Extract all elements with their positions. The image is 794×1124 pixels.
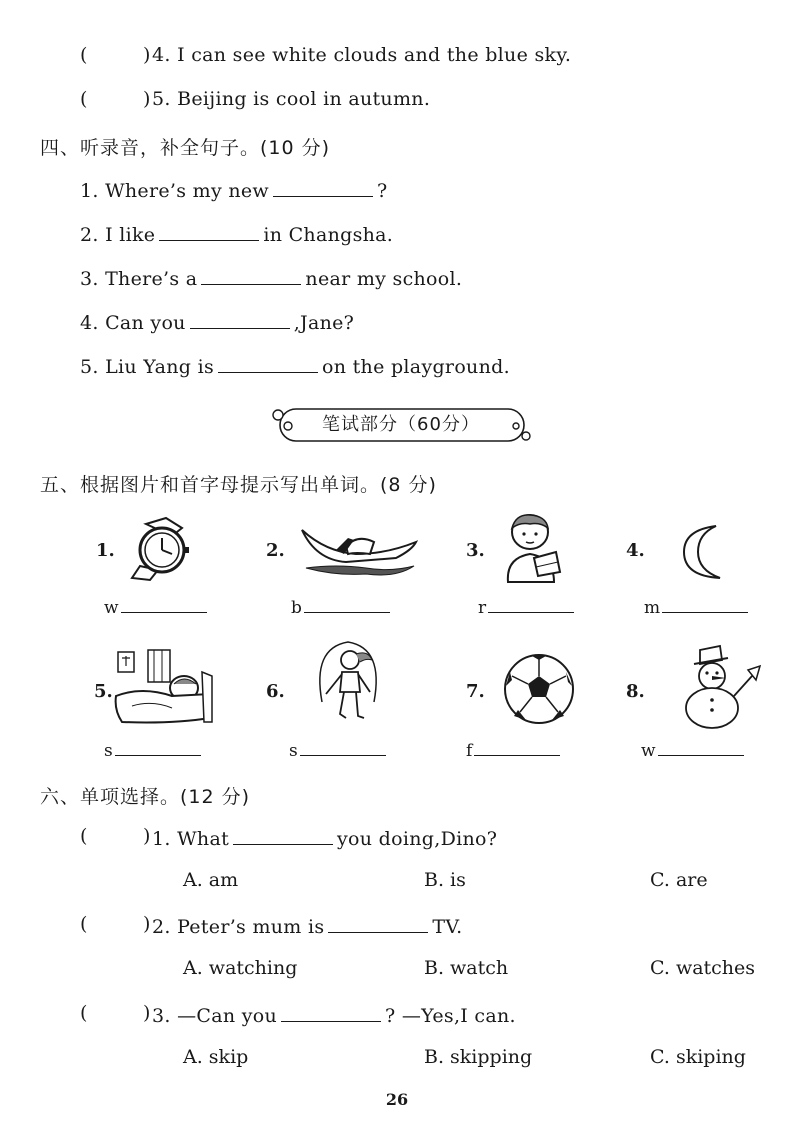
word-answer-4[interactable]: m: [644, 598, 748, 618]
snowman-icon: [670, 640, 762, 730]
option-c[interactable]: C. skiping: [650, 1046, 746, 1068]
fill-sentence-3: 3. There’s a near my school.: [80, 265, 462, 290]
word-answer-5[interactable]: s: [104, 741, 201, 761]
fill-sentence-1: 1. Where’s my new ?: [80, 177, 387, 202]
section-5-title: 五、根据图片和首字母提示写出单词。(8 分): [40, 474, 437, 496]
answer-bracket-close: ): [143, 913, 151, 935]
answer-bracket-open: (: [80, 44, 88, 66]
blank-line: [281, 1002, 381, 1022]
option-a[interactable]: A. watching: [183, 957, 298, 979]
answer-bracket-close: ): [143, 1002, 151, 1024]
blank-line: [328, 913, 428, 933]
picture-number: 1.: [96, 540, 115, 561]
picture-number: 4.: [626, 540, 645, 561]
option-a[interactable]: A. am: [183, 869, 239, 891]
picture-number: 3.: [466, 540, 485, 561]
answer-bracket-close: ): [143, 44, 151, 66]
question-3: 3. —Can you ? —Yes,I can.: [152, 1002, 516, 1027]
blank-line[interactable]: [218, 353, 318, 373]
option-c[interactable]: C. watches: [650, 957, 756, 979]
blank-line[interactable]: [273, 177, 373, 197]
fill-sentence-5: 5. Liu Yang is on the playground.: [80, 353, 510, 378]
blank-line[interactable]: [159, 221, 259, 241]
option-b[interactable]: B. watch: [424, 957, 509, 979]
banner-title: 笔试部分（60分）: [322, 414, 480, 435]
picture-number: 7.: [466, 681, 485, 702]
word-answer-6[interactable]: s: [289, 741, 386, 761]
word-answer-1[interactable]: w: [104, 598, 207, 618]
word-answer-3[interactable]: r: [478, 598, 574, 618]
section-6-title: 六、单项选择。(12 分): [40, 786, 251, 808]
sleeping-child-icon: [112, 646, 216, 726]
boy-reading-icon: [500, 512, 564, 586]
fill-sentence-2: 2. I like in Changsha.: [80, 221, 393, 246]
answer-bracket-open: (: [80, 913, 88, 935]
blank-line: [233, 825, 333, 845]
answer-bracket-close: ): [143, 88, 151, 110]
picture-number: 2.: [266, 540, 285, 561]
word-answer-2[interactable]: b: [291, 598, 390, 618]
boat-icon: [296, 520, 420, 580]
word-answer-7[interactable]: f: [466, 741, 560, 761]
option-a[interactable]: A. skip: [183, 1046, 249, 1068]
question-2: 2. Peter’s mum is TV.: [152, 913, 462, 938]
true-false-item-4: 4. I can see white clouds and the blue sky.: [152, 44, 572, 66]
page-number: 26: [385, 1090, 409, 1109]
fill-sentence-4: 4. Can you ,Jane?: [80, 309, 354, 334]
answer-bracket-close: ): [143, 825, 151, 847]
answer-bracket-open: (: [80, 1002, 88, 1024]
picture-number: 6.: [266, 681, 285, 702]
true-false-item-5: 5. Beijing is cool in autumn.: [152, 88, 431, 110]
option-b[interactable]: B. skipping: [424, 1046, 533, 1068]
word-answer-8[interactable]: w: [641, 741, 744, 761]
football-icon: [502, 652, 576, 726]
blank-line[interactable]: [190, 309, 290, 329]
watch-icon: [124, 516, 204, 582]
picture-number: 5.: [94, 681, 113, 702]
moon-icon: [676, 522, 730, 582]
section-4-title: 四、听录音，补全句子。(10 分): [40, 137, 331, 159]
answer-bracket-open: (: [80, 88, 88, 110]
option-b[interactable]: B. is: [424, 869, 466, 891]
answer-bracket-open: (: [80, 825, 88, 847]
girl-skipping-icon: [312, 638, 384, 730]
blank-line[interactable]: [201, 265, 301, 285]
picture-number: 8.: [626, 681, 645, 702]
written-part-banner: [270, 406, 532, 444]
option-c[interactable]: C. are: [650, 869, 708, 891]
question-1: 1. What you doing,Dino?: [152, 825, 497, 850]
